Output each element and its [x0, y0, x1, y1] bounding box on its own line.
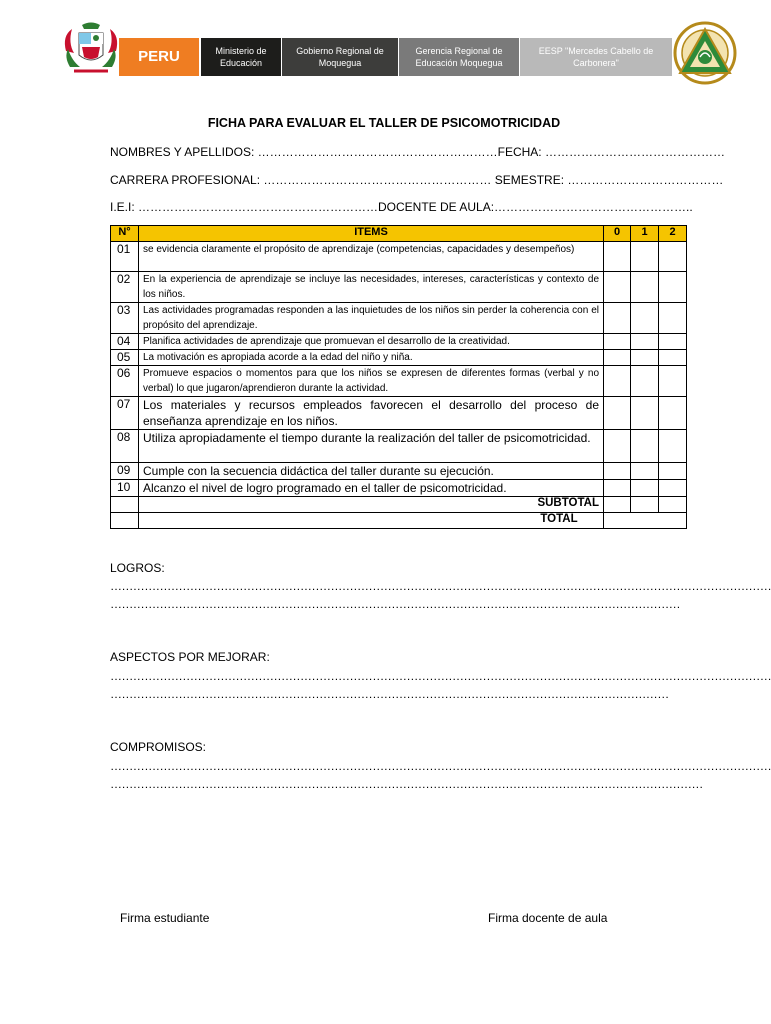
score-cell-1[interactable] [631, 463, 659, 480]
row-item: Planifica actividades de aprendizaje que promuevan el desarrollo de la creatividad. [139, 334, 604, 350]
header-score-2: 2 [659, 226, 687, 242]
row-item: Los materiales y recursos empleados favorecen el desarrollo del proceso de enseñanza aprendizaje en los niños. [139, 397, 604, 430]
empty-cell [111, 513, 139, 529]
score-cell-1[interactable] [631, 303, 659, 334]
header-score-0: 0 [604, 226, 631, 242]
subtotal-label: SUBTOTAL [139, 497, 604, 513]
peru-coat-of-arms-icon [60, 21, 122, 81]
score-cell-2[interactable] [659, 463, 687, 480]
table-row [111, 303, 687, 334]
row-number: 08 [111, 430, 139, 463]
ministerio-label: Ministerio de Educación [201, 38, 281, 76]
row-number: 04 [111, 334, 139, 350]
score-cell-1[interactable] [631, 397, 659, 430]
score-cell-0[interactable] [604, 303, 631, 334]
score-cell-2[interactable] [659, 242, 687, 272]
table-row [111, 242, 687, 272]
score-cell-2[interactable] [659, 430, 687, 463]
header-score-1: 1 [631, 226, 659, 242]
row-item: Las actividades programadas responden a las inquietudes de los niños sin perder la coherencia con el propósito del aprendizaje. [139, 303, 604, 334]
row-number: 03 [111, 303, 139, 334]
score-cell-0[interactable] [604, 350, 631, 366]
subtotal-cell-1[interactable] [631, 497, 659, 513]
total-row [111, 513, 687, 529]
table-row [111, 366, 687, 397]
header-num: N° [111, 226, 139, 242]
row-number: 06 [111, 366, 139, 397]
table-row [111, 397, 687, 430]
score-cell-2[interactable] [659, 272, 687, 303]
score-cell-2[interactable] [659, 480, 687, 497]
teacher-signature-label: Firma docente de aula [488, 911, 608, 925]
score-cell-2[interactable] [659, 366, 687, 397]
row-item: Alcanzo el nivel de logro programado en el taller de psicomotricidad. [139, 480, 604, 497]
score-cell-0[interactable] [604, 463, 631, 480]
subtotal-row [111, 497, 687, 513]
gobierno-regional-label: Gobierno Regional de Moquegua [282, 38, 398, 76]
row-item: Utiliza apropiadamente el tiempo durante la realización del taller de psicomotricidad. [139, 430, 604, 463]
row-number: 01 [111, 242, 139, 272]
aspectos-line-1[interactable]: ………………………………………………………………………………………………………………………………………………………… [110, 669, 771, 683]
score-cell-0[interactable] [604, 397, 631, 430]
row-item: se evidencia claramente el propósito de aprendizaje (competencias, capacidades y desempeños) [139, 242, 604, 272]
eesp-seal-icon [672, 21, 738, 85]
row-item: Promueve espacios o momentos para que los niños se expresen de diferentes formas (verbal y no verbal) lo que jugaron/aprendieron durante la actividad. [139, 366, 604, 397]
score-cell-0[interactable] [604, 480, 631, 497]
subtotal-cell-2[interactable] [659, 497, 687, 513]
header-items: ITEMS [139, 226, 604, 242]
score-cell-2[interactable] [659, 334, 687, 350]
score-cell-1[interactable] [631, 242, 659, 272]
logros-line-1[interactable]: ………………………………………………………………………………………………………………………………………………………… [110, 579, 771, 593]
score-cell-0[interactable] [604, 242, 631, 272]
table-row [111, 334, 687, 350]
score-cell-1[interactable] [631, 350, 659, 366]
aspectos-label: ASPECTOS POR MEJORAR: [110, 650, 270, 664]
subtotal-cell-0[interactable] [604, 497, 631, 513]
table-row [111, 350, 687, 366]
row-number: 09 [111, 463, 139, 480]
student-name-date-field[interactable]: NOMBRES Y APELLIDOS: ……………………………………………………FECHA: ……………………………………… [110, 145, 725, 159]
row-number: 02 [111, 272, 139, 303]
peru-label: PERU [119, 38, 199, 76]
score-cell-1[interactable] [631, 480, 659, 497]
gerencia-regional-label: Gerencia Regional de Educación Moquegua [399, 38, 519, 76]
table-row [111, 463, 687, 480]
form-title: FICHA PARA EVALUAR EL TALLER DE PSICOMOTRICIDAD [207, 116, 561, 130]
career-semester-field[interactable]: CARRERA PROFESIONAL: ………………………………………………… SEMESTRE: ………………………………… [110, 173, 724, 187]
score-cell-0[interactable] [604, 430, 631, 463]
score-cell-2[interactable] [659, 397, 687, 430]
row-item: La motivación es apropiada acorde a la edad del niño y niña. [139, 350, 604, 366]
aspectos-line-2[interactable]: ………………………………………………………………………………………………………………………………… [110, 687, 669, 701]
student-signature-label: Firma estudiante [120, 911, 210, 925]
logros-line-2[interactable]: …………………………………………………………………………………………………………………………………… [110, 597, 681, 611]
iei-teacher-field[interactable]: I.E.I: ……………………………………………………DOCENTE DE AULA:………………………………………….. [110, 200, 693, 214]
compromisos-line-1[interactable]: ………………………………………………………………………………………………………………………………………………………… [110, 759, 771, 773]
score-cell-1[interactable] [631, 366, 659, 397]
row-number: 05 [111, 350, 139, 366]
table-row [111, 480, 687, 497]
row-item: En la experiencia de aprendizaje se incluye las necesidades, intereses, características y contexto de los niños. [139, 272, 604, 303]
total-label: TOTAL [139, 513, 604, 529]
table-row [111, 272, 687, 303]
evaluation-table [110, 225, 687, 529]
score-cell-0[interactable] [604, 366, 631, 397]
eesp-label: EESP "Mercedes Cabello de Carbonera" [520, 38, 672, 76]
score-cell-1[interactable] [631, 334, 659, 350]
row-number: 07 [111, 397, 139, 430]
row-number: 10 [111, 480, 139, 497]
score-cell-1[interactable] [631, 430, 659, 463]
logros-label: LOGROS: [110, 561, 165, 575]
header-banner [60, 21, 738, 83]
score-cell-2[interactable] [659, 350, 687, 366]
empty-cell [111, 497, 139, 513]
score-cell-0[interactable] [604, 334, 631, 350]
compromisos-line-2[interactable]: ………………………………………………………………………………………………………………………………………… [110, 777, 703, 791]
score-cell-1[interactable] [631, 272, 659, 303]
table-header-row [111, 226, 687, 242]
score-cell-0[interactable] [604, 272, 631, 303]
row-item: Cumple con la secuencia didáctica del taller durante su ejecución. [139, 463, 604, 480]
score-cell-2[interactable] [659, 303, 687, 334]
compromisos-label: COMPROMISOS: [110, 740, 207, 754]
table-row [111, 430, 687, 463]
total-cell[interactable] [604, 513, 687, 529]
